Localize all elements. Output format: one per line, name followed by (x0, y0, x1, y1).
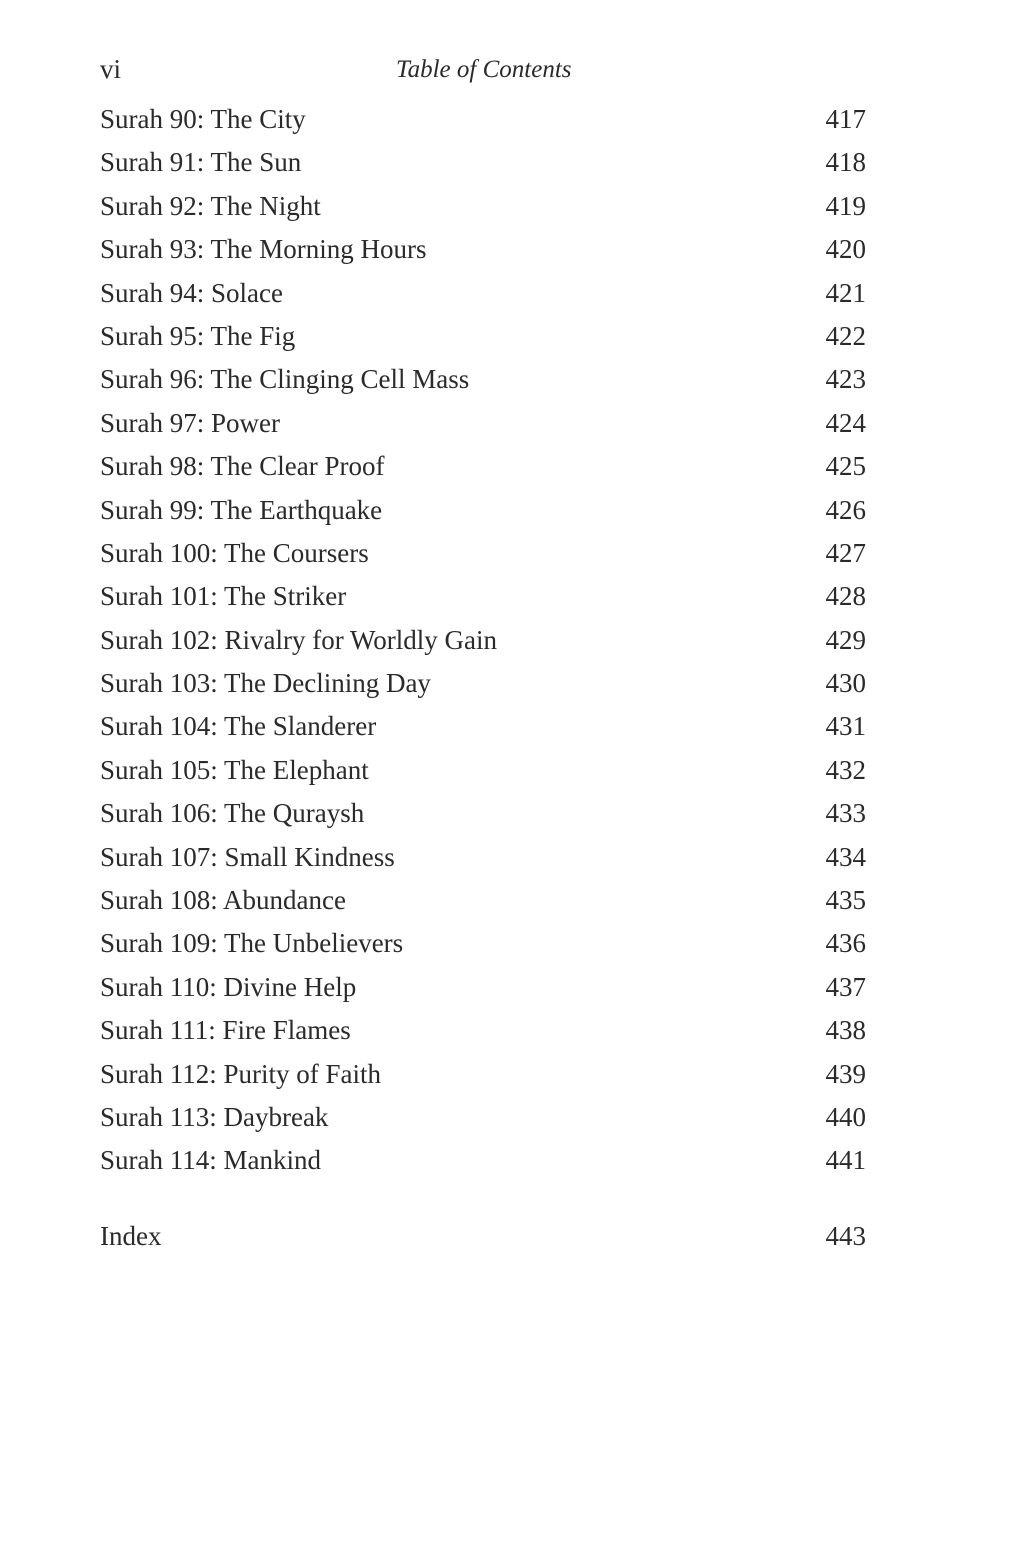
toc-entry-page: 427 (825, 537, 866, 568)
toc-entry-page: 436 (825, 928, 866, 959)
toc-entry[interactable] (100, 665, 866, 708)
toc-entry[interactable] (100, 1099, 866, 1142)
toc-entry[interactable] (100, 1142, 866, 1185)
toc-entry-page: 423 (825, 364, 866, 395)
toc-entry[interactable] (100, 1056, 866, 1099)
toc-entry-title: Surah 103: The Declining Day (100, 668, 431, 699)
toc-entry-title: Surah 106: The Quraysh (100, 798, 365, 829)
toc-entry-index[interactable] (100, 1218, 866, 1254)
toc-entry-title: Surah 96: The Clinging Cell Mass (100, 364, 470, 395)
toc-entry[interactable] (100, 144, 866, 187)
toc-entry-title: Surah 94: Solace (100, 277, 283, 308)
toc-entry-page: 440 (825, 1101, 866, 1132)
toc-entry-page: 419 (825, 190, 866, 221)
toc-entry-page: 432 (825, 754, 866, 785)
toc-entry-page: 433 (825, 798, 866, 829)
toc-entry-page: 422 (825, 320, 866, 351)
toc-entry-title: Surah 101: The Striker (100, 581, 347, 612)
index-title: Index (100, 1221, 162, 1251)
toc-entry[interactable] (100, 275, 866, 318)
toc-entry[interactable] (100, 318, 866, 361)
toc-entry[interactable] (100, 188, 866, 231)
toc-entry[interactable] (100, 882, 866, 925)
toc-entry-title: Surah 114: Mankind (100, 1145, 321, 1176)
toc-entry[interactable] (100, 492, 866, 535)
toc-entry[interactable] (100, 1012, 866, 1055)
toc-entry-title: Surah 112: Purity of Faith (100, 1058, 381, 1089)
toc-entry-page: 438 (825, 1015, 866, 1046)
running-head-title: Table of Contents (396, 56, 572, 83)
toc-entry-page: 430 (825, 668, 866, 699)
toc-entry-page: 421 (825, 277, 866, 308)
toc-entry-page: 428 (825, 581, 866, 612)
toc-entry-page: 424 (825, 407, 866, 438)
toc-entry[interactable] (100, 795, 866, 838)
toc-entry-title: Surah 108: Abundance (100, 885, 346, 916)
page-number: vi (100, 54, 122, 84)
toc-entry[interactable] (100, 839, 866, 882)
toc-entry[interactable] (100, 969, 866, 1012)
toc-entry-title: Surah 110: Divine Help (100, 971, 357, 1002)
toc-entry-title: Surah 109: The Unbelievers (100, 928, 404, 959)
toc-entry-page: 429 (825, 624, 866, 655)
toc-entry[interactable] (100, 361, 866, 404)
toc-entry-title: Surah 102: Rivalry for Worldly Gain (100, 624, 498, 655)
toc-entry[interactable] (100, 101, 866, 144)
toc-entry-page: 431 (825, 711, 866, 742)
toc-entry-title: Surah 104: The Slanderer (100, 711, 377, 742)
toc-entry-page: 434 (825, 841, 866, 872)
toc-entry[interactable] (100, 578, 866, 621)
toc-entry-title: Surah 95: The Fig (100, 320, 296, 351)
toc-entry-page: 417 (825, 104, 866, 134)
toc-entry-page: 441 (825, 1145, 866, 1176)
toc-list (100, 101, 866, 1186)
toc-entry[interactable] (100, 622, 866, 665)
toc-entry-title: Surah 97: Power (100, 407, 280, 438)
toc-entry-page: 418 (825, 147, 866, 178)
toc-entry[interactable] (100, 405, 866, 448)
toc-entry-page: 435 (825, 885, 866, 916)
toc-entry-title: Surah 99: The Earthquake (100, 494, 383, 525)
toc-entry[interactable] (100, 752, 866, 795)
toc-entry-title: Surah 93: The Morning Hours (100, 234, 427, 265)
toc-entry-title: Surah 100: The Coursers (100, 537, 369, 568)
toc-entry-page: 426 (825, 494, 866, 525)
toc-entry-title: Surah 98: The Clear Proof (100, 451, 385, 482)
toc-entry-page: 439 (825, 1058, 866, 1089)
toc-entry[interactable] (100, 925, 866, 968)
toc-entry-title: Surah 105: The Elephant (100, 754, 369, 785)
toc-entry[interactable] (100, 231, 866, 274)
toc-entry-title: Surah 113: Daybreak (100, 1101, 329, 1132)
toc-entry-page: 420 (825, 234, 866, 265)
toc-entry[interactable] (100, 448, 866, 491)
toc-entry[interactable] (100, 708, 866, 751)
index-page: 443 (825, 1221, 866, 1251)
toc-entry-page: 425 (825, 451, 866, 482)
toc-entry-page: 437 (825, 971, 866, 1002)
toc-entry-title: Surah 107: Small Kindness (100, 841, 395, 872)
toc-entry-title: Surah 111: Fire Flames (100, 1015, 351, 1046)
toc-entry[interactable] (100, 535, 866, 578)
toc-entry-title: Surah 90: The City (100, 104, 306, 134)
toc-entry-title: Surah 92: The Night (100, 190, 321, 221)
toc-entry-title: Surah 91: The Sun (100, 147, 302, 178)
